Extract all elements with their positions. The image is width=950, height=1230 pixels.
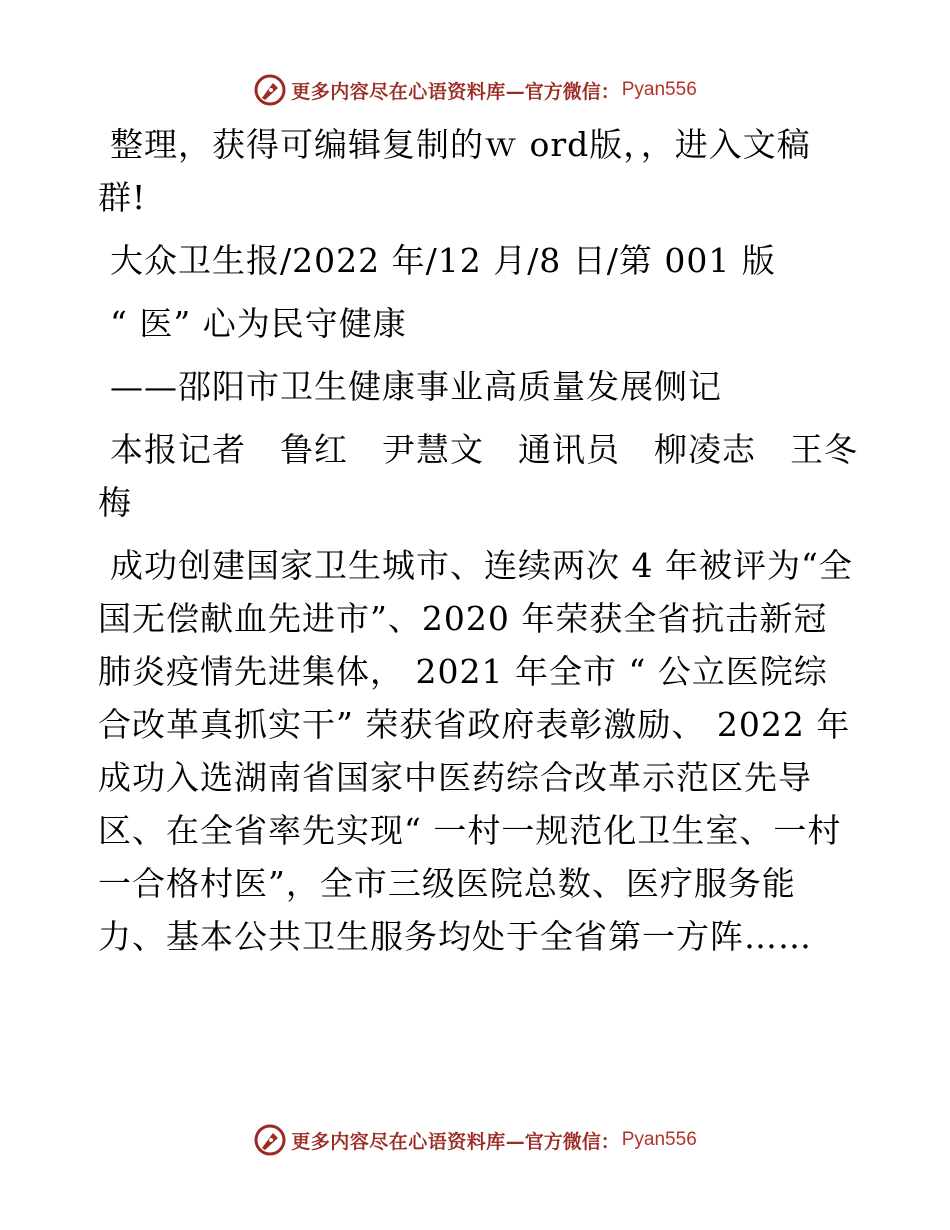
banner-text: 更多内容尽在心语资料库 [291, 1130, 506, 1153]
publication-line: 大众卫生报/2022 年/12 月/8 日/第 001 版 [110, 241, 776, 280]
intro-paragraph: 整理，获得可编辑复制的ｗ ord版，，进入文稿群! [98, 125, 811, 217]
article-title: “ 医” 心为民守健康 [110, 304, 407, 343]
banner-text: 更多内容尽在心语资料库 [291, 80, 506, 103]
document-body [98, 118, 858, 973]
footer-banner [0, 1120, 950, 1160]
body-paragraph: 成功创建国家卫生城市、连续两次 4 年被评为“全国无偿献血先进市”、2020 年荣获全省抗击新冠肺炎疫情先进集体， 2021 年全市 “ 公立医院综合改革真抓实干” 荣获省政府表彰激励、 2022 年成功入选湖南省国家中医药综合改革示范区先导区、在全省率先实现“ 一村一规范化卫生室、一村一合格村医”，全市三级医院总数、医疗服务能力、基本公共卫生服务均处于全省第一方阵…… [98, 546, 853, 956]
pen-nib-logo-icon [253, 73, 287, 107]
pen-nib-logo-icon [253, 1123, 287, 1157]
byline: 本报记者 鲁红 尹慧文 通讯员 柳凌志 王冬梅 [98, 430, 858, 522]
wechat-id: Pyan556 [621, 1129, 697, 1150]
wechat-id: Pyan556 [621, 79, 697, 100]
header-banner [0, 70, 950, 110]
article-subtitle: ——邵阳市卫生健康事业高质量发展侧记 [110, 367, 722, 406]
banner-separator: —官方微信： [505, 80, 620, 103]
banner-separator: —官方微信： [505, 1130, 620, 1153]
